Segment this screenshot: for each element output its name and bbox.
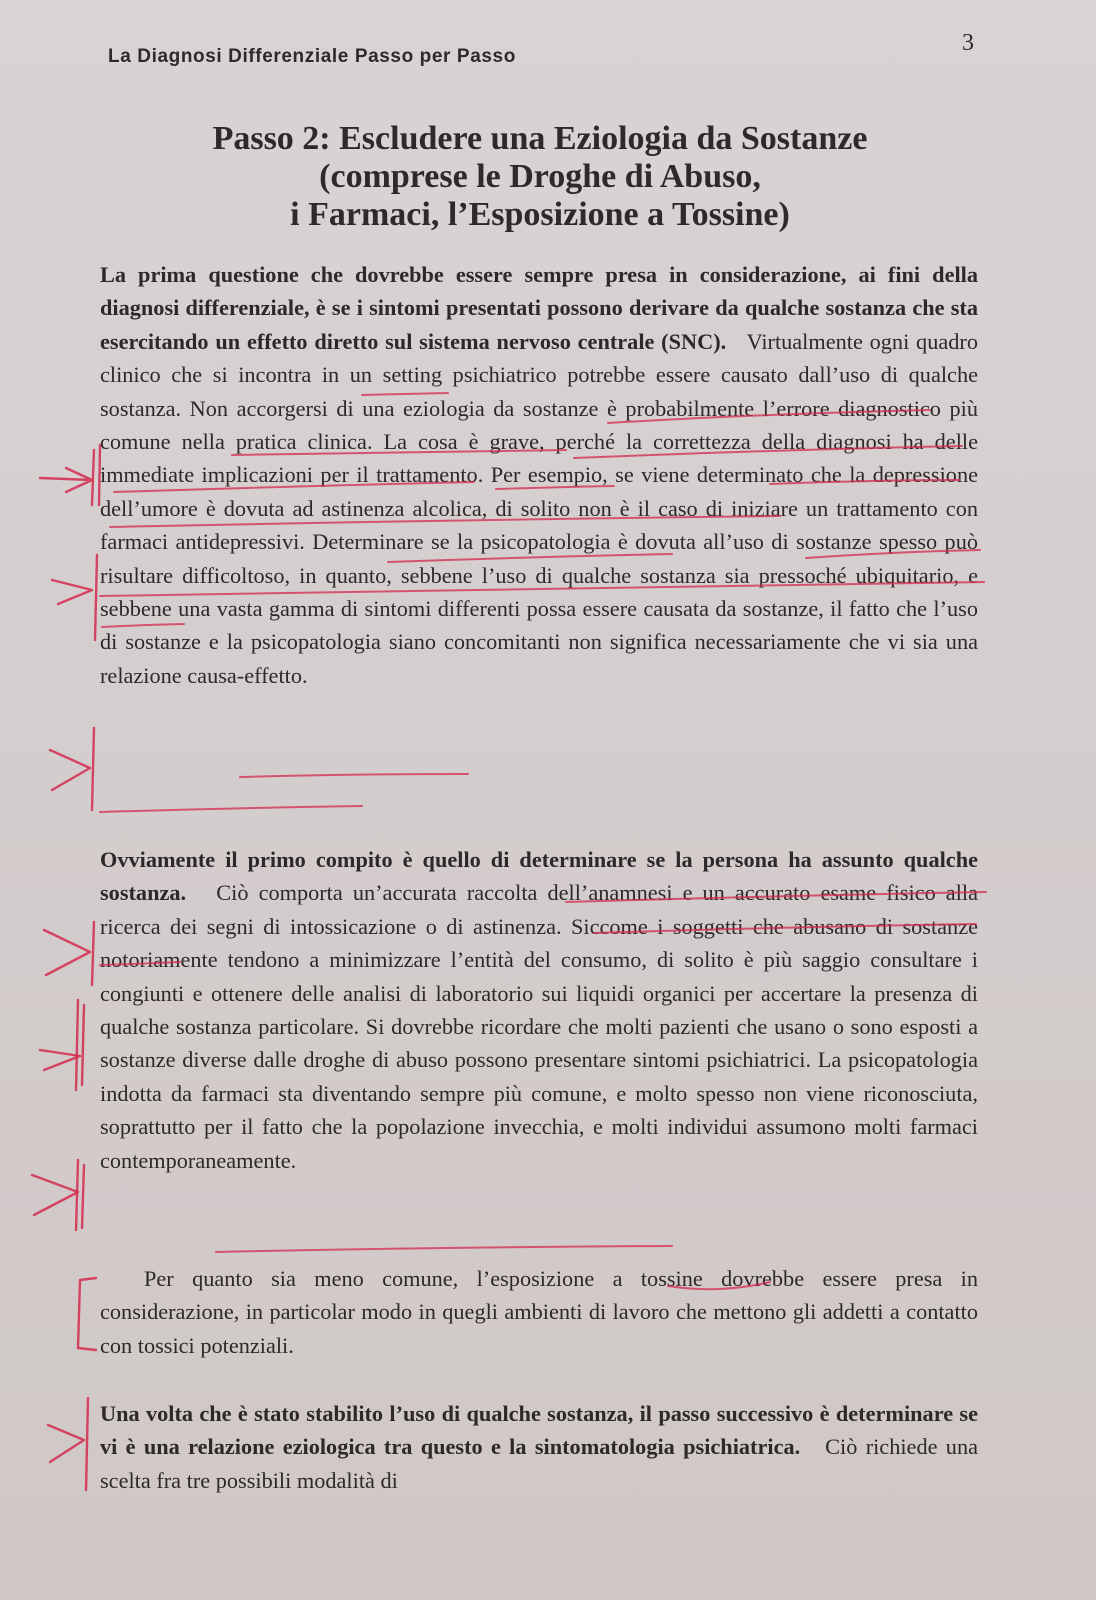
underline bbox=[240, 774, 468, 777]
section-title-line-1: Passo 2: Escludere una Eziologia da Sostanze bbox=[212, 120, 868, 157]
margin-arrow bbox=[32, 1175, 78, 1215]
margin-bracket bbox=[92, 922, 94, 985]
paragraph-2 bbox=[100, 843, 978, 1177]
margin-arrow bbox=[40, 468, 92, 492]
paragraph-1-text: Virtualmente ogni quadro clinico che si incontra in un setting psichiatrico potrebbe essere causato dall’uso di qualche sostanza. Non accorgersi di una eziologia da sostanze è probabilmente l’errore diagnostico più comune nella pratica clinica. La cosa è grave, perché la correttezza della diagnosi ha delle immediate implicazioni per il trattamento. Per esempio, se viene determinato che la depressione dell’umore è dovuta ad astinenza alcolica, di solito non è il caso di iniziare un trattamento con farmaci antidepressivi. Determinare se la psicopatologia è dovuta all’uso di sostanze spesso può risultare difficoltoso, in quanto, sebbene l’uso di qualche sostanza sia pressoché ubiquitario, e sebbene una vasta gamma di sintomi differenti possa essere causata da sostanze, il fatto che l’uso di sostanze e la psicopatologia siano concomitanti non significa necessariamente che vi sia una relazione causa-effetto. bbox=[100, 328, 978, 688]
margin-arrow bbox=[50, 750, 90, 790]
underline bbox=[100, 806, 362, 812]
margin-bracket bbox=[82, 1005, 84, 1085]
margin-bracket bbox=[82, 1165, 84, 1228]
paragraph-4 bbox=[100, 1397, 978, 1497]
paragraph-4-text: Ciò richiede una scelta fra tre possibili modalità di bbox=[100, 1434, 979, 1493]
paragraph-1-lead: La prima questione che dovrebbe essere sempre presa in considerazione, ai fini della diagnosi differenziale, è se i sintomi presentati possono derivare da qualche sostanza che sta esercitando un effetto diretto sul sistema nervoso centrale (SNC). bbox=[100, 262, 978, 354]
margin-bracket bbox=[92, 728, 94, 810]
paragraph-3-text: Per quanto sia meno comune, l’esposizione a tossine dovrebbe essere presa in considerazione, in particolar modo in quegli ambienti di lavoro che mettono gli addetti a contatto con tossici potenziali. bbox=[100, 1266, 978, 1358]
margin-bracket bbox=[86, 1398, 88, 1490]
underline bbox=[216, 1246, 672, 1252]
running-header-title: La Diagnosi Differenziale Passo per Passo bbox=[108, 46, 516, 67]
margin-bracket bbox=[95, 555, 97, 640]
page-number: 3 bbox=[962, 30, 974, 56]
paragraph-2-text: Ciò comporta un’accurata raccolta dell’anamnesi e un accurato esame fisico alla ricerca dei segni di intossicazione o di astinenza. Siccome i soggetti che abusano di sostanze notoriamente tendono a minimizzare l’entità del consumo, di solito è più saggio consultare i congiunti e ottenere delle analisi di laboratorio sui liquidi organici per accertare la presenza di qualche sostanza particolare. Si dovrebbe ricordare che molti pazienti che usano o sono esposti a sostanze diverse dalle droghe di abuso possono presentare sintomi psichiatrici. La psicopatologia indotta da farmaci sta diventando sempre più comune, e molto spesso non viene riconosciuta, soprattutto per il fatto che la popolazione invecchia, e molti individui assumono molti farmaci contemporaneamente. bbox=[100, 880, 978, 1173]
margin-bracket bbox=[92, 450, 94, 505]
paragraph-2-lead: Ovviamente il primo compito è quello di determinare se la persona ha assunto qualche sostanza. bbox=[100, 847, 978, 906]
paragraph-4-lead: Una volta che è stato stabilito l’uso di qualche sostanza, il passo successivo è determinare se vi è una relazione eziologica tra questo e la sintomatologia psichiatrica. bbox=[100, 1401, 978, 1460]
margin-arrow bbox=[48, 1425, 84, 1462]
paragraph-3 bbox=[100, 1262, 978, 1362]
margin-arrow bbox=[40, 1050, 80, 1070]
margin-bracket bbox=[76, 1000, 78, 1090]
section-title bbox=[100, 120, 980, 234]
section-title-line-2: (comprese le Droghe di Abuso, bbox=[319, 158, 761, 195]
section-title-line-3: i Farmaci, l’Esposizione a Tossine) bbox=[290, 196, 790, 233]
margin-arrow bbox=[52, 580, 92, 604]
paragraph-1 bbox=[100, 258, 978, 692]
margin-arrow bbox=[44, 930, 90, 975]
margin-marks bbox=[32, 445, 100, 1490]
margin-bracket bbox=[78, 1278, 96, 1350]
margin-bracket bbox=[76, 1160, 78, 1230]
